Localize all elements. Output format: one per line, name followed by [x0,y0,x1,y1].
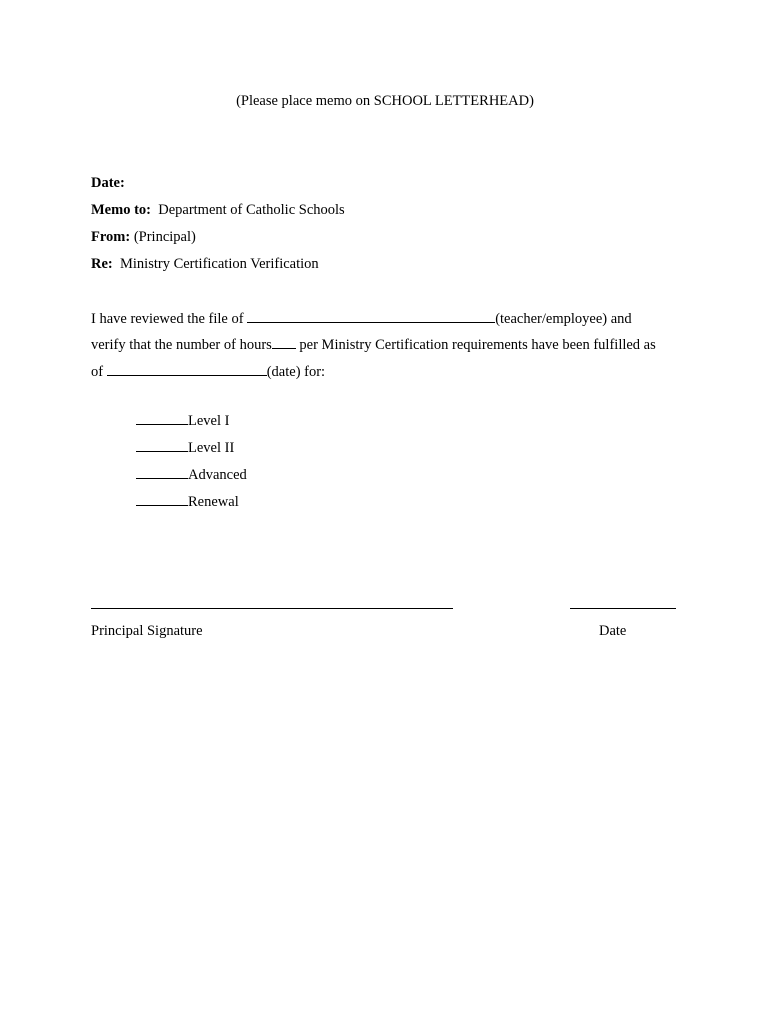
body-line-3 [91,363,325,381]
principal-signature-label: Principal Signature [91,623,203,639]
body-line-2 [91,336,656,354]
option-label: Renewal [188,494,239,510]
option-level-1 [136,412,229,430]
option-blank[interactable] [136,439,188,452]
body-line-1-prefix: I have reviewed the file of [91,311,244,327]
date-field [91,175,125,192]
option-level-2 [136,439,234,457]
re-label: Re: [91,256,113,272]
memo-to-field [91,202,345,219]
memo-to-value: Department of Catholic Schools [158,202,345,218]
body-line-1 [91,310,632,328]
option-label: Advanced [188,467,247,483]
option-advanced [136,466,247,484]
memo-to-label: Memo to: [91,202,151,218]
option-blank[interactable] [136,493,188,506]
from-value: (Principal) [133,229,196,245]
letterhead-note: (Please place memo on SCHOOL LETTERHEAD) [236,93,534,109]
body-line-1-suffix: (teacher/employee) and [495,311,632,327]
from-field [91,229,196,246]
signature-date-line[interactable] [570,608,676,609]
re-field [91,256,319,273]
option-blank[interactable] [136,466,188,479]
hours-blank[interactable] [272,336,296,349]
body-line-2-suffix: per Ministry Certification requirements have been fulfilled as [299,337,656,353]
body-line-3-suffix: (date) for: [266,364,326,380]
date-blank[interactable] [107,363,267,376]
from-label: From: [91,229,131,245]
date-label: Date: [91,175,125,191]
body-line-3-prefix: of [91,364,104,380]
principal-signature-line[interactable] [91,608,453,609]
option-label: Level I [188,413,230,429]
re-value: Ministry Certification Verification [120,256,319,272]
teacher-name-blank[interactable] [247,310,495,323]
signature-date-label: Date [599,623,627,639]
option-label: Level II [188,440,235,456]
body-line-2-prefix: verify that the number of hours [91,337,272,353]
option-renewal [136,493,239,511]
option-blank[interactable] [136,412,188,425]
